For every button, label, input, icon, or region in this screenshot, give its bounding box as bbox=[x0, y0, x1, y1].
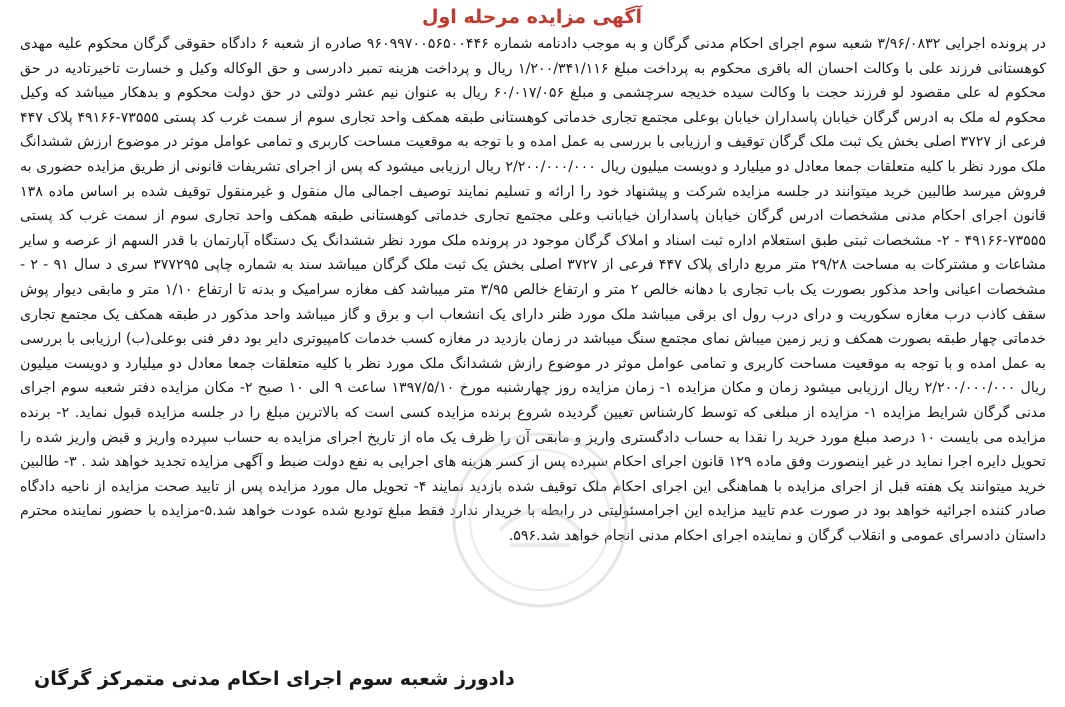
signature-block bbox=[34, 662, 1050, 696]
notice-body: در پرونده اجرایی ۳/۹۶/۰۸۳۲ شعبه سوم اجرای احکام مدنی گرگان و به موجب دادنامه شماره ۹۶۰۹۹۷۰۰۵۶۵۰۰۴۴۶ صادره از شعبه ۶ دادگاه حقوقی گرگان محکوم علیه مهدی کوهستانی فرزند علی با وکالت احسان اله باقری محکوم به پرداخت مبلغ ۱/۲۰۰/۳۴۱/۱۱۶ ریال و پرداخت هزینه تمبر دادرسی و حق الوکاله وکیل و خسارت تاخیرتادیه در حق محکوم له علی مقصود لو فرزند حجت با وکالت سیده خدیجه سرچشمی و مبلغ ۶۰/۰۱۷/۰۵۶ ریال به عنوان نیم عشر دولتی در حق دولت محکوم و بدهکار میباشد که وکیل محکوم له ملک به ادرس گرگان خیابان پاسداران خیابان بوعلی مجتمع تجاری خدماتی کوهستانی طبقه همکف واحد تجاری سوم از سمت غرب کد پستی ۷۳۵۵۵-۴۹۱۶۶ پلاک ۴۴۷ فرعی از ۳۷۲۷ اصلی بخش یک ثبت ملک گرگان توقیف و ارزیابی با بررسی به عمل امده و با توجه به موقعیت مساحت کاربری و تمامی عوامل موثر در موضوع ارزش ششدانگ ملک مورد نظر با کلیه متعلقات جمعا معادل دو میلیارد و دویست میلیون ریال ۲/۲۰۰/۰۰۰/۰۰۰ ریال ارزیابی میشود که پس از اجرای تشریفات قانونی از طریق مزایده حضوری به فروش میرسد طالبین خرید میتوانند در جلسه مزایده شرکت و پیشنهاد خود را ارائه و تسلیم نمایند توصیف اجمالی مال منقول و غیرمنقول توقیف شده بر اساس ماده ۱۳۸ قانون اجرای احکام مدنی مشخصات ادرس گرگان خیابان پاسداران خیابانب وعلی مجتمع تجاری خدماتی کوهستانی طبقه همکف واحد تجاری سوم از سمت غرب کد پستی ۷۳۵۵۵-۴۹۱۶۶ - ۲- مشخصات ثبتی طبق استعلام اداره ثبت اسناد و املاک گرگان موجود در پرونده ملک مورد نظر ششدانگ یک دستگاه آپارتمان با قدر السهم از عرصه و سایر مشاعات و مشترکات به مساحت ۲۹/۲۸ متر مربع دارای پلاک ۴۴۷ فرعی از ۳۷۲۷ اصلی بخش یک ثبت ملک گرگان میباشد سند به شماره چاپی ۳۷۷۲۹۵ سری د سال ۹۱ - ۲ - مشخصات اعیانی واحد مذکور بصورت یک باب تجاری با دهانه خالص ۲ متر و ارتفاع خالص ۳/۹۵ متر میباشد کف مغازه سرامیک و بدنه تا ارتفاع ۱/۱۰ متر و مابقی دیوار پوش سقف کاذب درب مغازه سکوریت و درای درب رول ای برقی میباشد ملک مورد ظنر دارای یک انشعاب اب و برق و گاز میباشد واحد مذکور در طبقه همکف یک مجتمع تجاری خدماتی چهار طبقه بصورت همکف و زیر زمین میباش نمای مجتمع سنگ میباشد در زمان بازدید در مغازه کسب خدمات کامپیوتری دایر بود دفر فنی بوعلی(ب) ارزیابی با بررسی به عمل امده و با توجه به موقعیت مساحت کاربری و تمامی عوامل موثر در موضوع رازش ششدانگ ملک مورد نظر با کلیه متعلقات جمعا معادل دو میلیارد و دویست میلیون ریال ۲/۲۰۰/۰۰۰/۰۰۰ ریال ارزیابی میشود زمان و مکان مزایده ۱- زمان مزایده روز چهارشنبه مورخ ۱۳۹۷/۵/۱۰ ساعت ۹ الی ۱۰ صبح ۲- مکان مزایده دفتر شعبه سوم اجرای مدنی گرگان شرایط مزایده ۱- مزایده از مبلغی که توسط کارشناس تعیین گردیده شروع برنده مزایده کسی است که بالاترین مبلغ را در جلسه مزایده قبول نماید. ۲- برنده مزایده می بایست ۱۰ درصد مبلغ مورد خرید را نقدا به حساب دادگستری واریز و مابقی آن را ظرف یک ماه از تاریخ اجرای مزایده به حساب سپرده واریز و قبض واریز شده را تحویل دایره اجرا نماید در غیر اینصورت وفق ماده ۱۲۹ قانون اجرای احکام سپرده پس از کسر هزینه های اجرایی به نفع دولت ضبط و آگهی مزایده تجدید خواهد شد . ۳- طالبین خرید میتوانند یک هفته قبل از اجرای مزایده با هماهنگی این اجرای احکام ملک توقیف شده بازدید نمایند ۴- تحویل مال مورد مزایده پس از تایید صحت مزایده از ناحیه دادگاه صادر کننده اجرائیه خواهد بود در صورت عدم تایید مزایده این اجرامسئولیتی در رابطه با خریدار ندارد فقط مبلغ تودیع شده عودت خواهد شد.۵-مزایده با حضور نماینده محترم داستان دادسرای عمومی و انقلاب گرگان و نماینده اجرای احکام مدنی انجام خواهد شد.۵۹۶. bbox=[20, 36, 1047, 544]
notice-signature: دادورز شعبه سوم اجرای احکام مدنی متمرکز گرگان bbox=[34, 668, 515, 690]
notice-title: آگهی مزایده مرحله اول bbox=[422, 6, 642, 28]
auction-notice bbox=[14, 4, 1050, 700]
